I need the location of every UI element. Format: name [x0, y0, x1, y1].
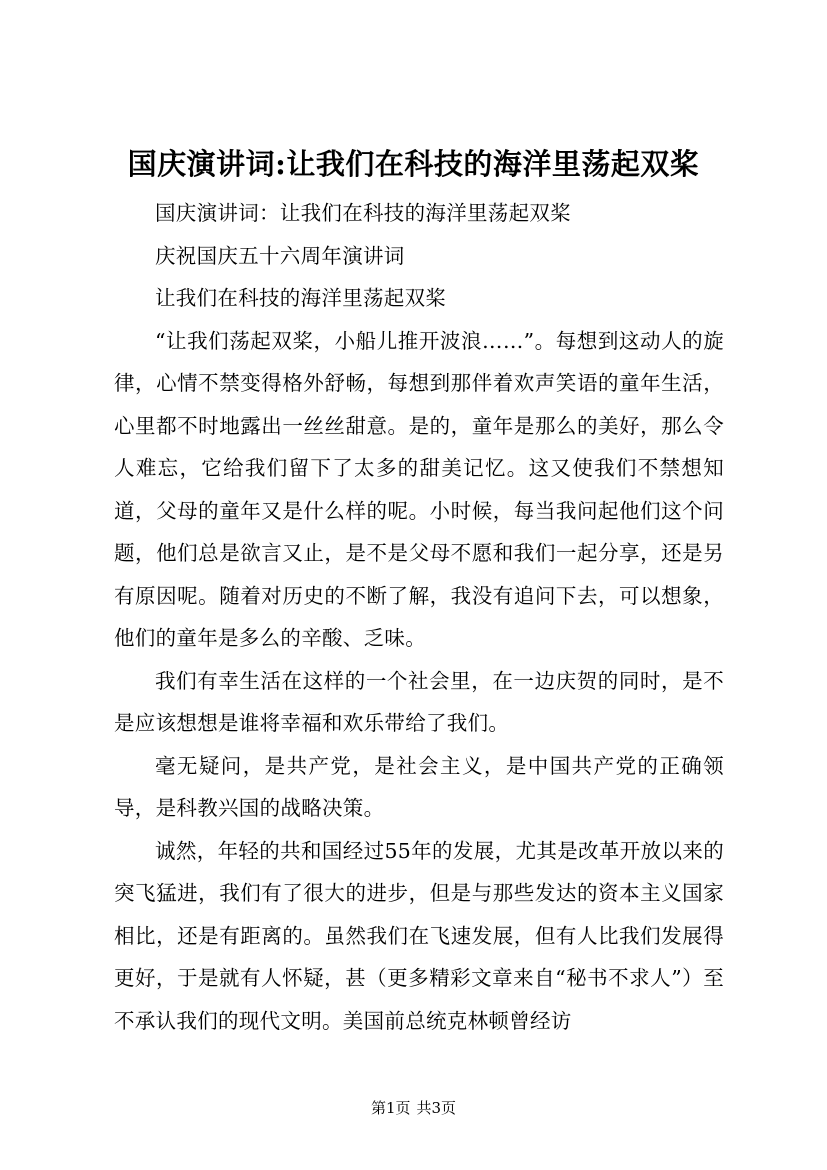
paragraph: 庆祝国庆五十六周年演讲词: [155, 243, 405, 268]
current-page-number: 第1页: [370, 1099, 411, 1117]
paragraph: 让我们在科技的海洋里荡起双桨: [155, 286, 447, 310]
paragraph: 毫无疑问，是共产党，是社会主义，是中国共产党的正确领导，是科教兴国的战略决策。: [114, 753, 724, 820]
paragraph: 诚然，年轻的共和国经过55年的发展，尤其是改革开放以来的突飞猛进，我们有了很大的进步，但是与那些发达的资本主义国家相比，还是有距离的。虽然我们在飞速发展，但有人比我们发展得更好，于是就有人怀疑，甚（更多精彩文章来自“秘书不求人”）至不承认我们的现代文明。美国前总统克林顿曾经访: [114, 838, 724, 1033]
page-footer: [0, 1098, 827, 1118]
paragraph: 我们有幸生活在这样的一个社会里，在一边庆贺的同时，是不是应该想想是谁将幸福和欢乐带给了我们。: [114, 668, 724, 735]
paragraph: 国庆演讲词：让我们在科技的海洋里荡起双桨: [155, 201, 571, 225]
total-page-count: 共3页: [416, 1099, 457, 1117]
document-title: 国庆演讲词:让我们在科技的海洋里荡起双桨: [127, 147, 700, 181]
paragraph: “让我们荡起双桨，小船儿推开波浪……”。每想到这动人的旋律，心情不禁变得格外舒畅，每想到那伴着欢声笑语的童年生活，心里都不时地露出一丝丝甜意。是的，童年是那么的美好，那么令人难忘，它给我们留下了太多的甜美记忆。这又使我们不禁想知道，父母的童年又是什么样的呢。小时候，每当我问起他们这个问题，他们总是欲言又止，是不是父母不愿和我们一起分享，还是另有原因呢。随着对历史的不断了解，我没有追问下去，可以想象，他们的童年是多么的辛酸、乏味。: [114, 328, 724, 650]
document-body: [114, 192, 724, 1042]
